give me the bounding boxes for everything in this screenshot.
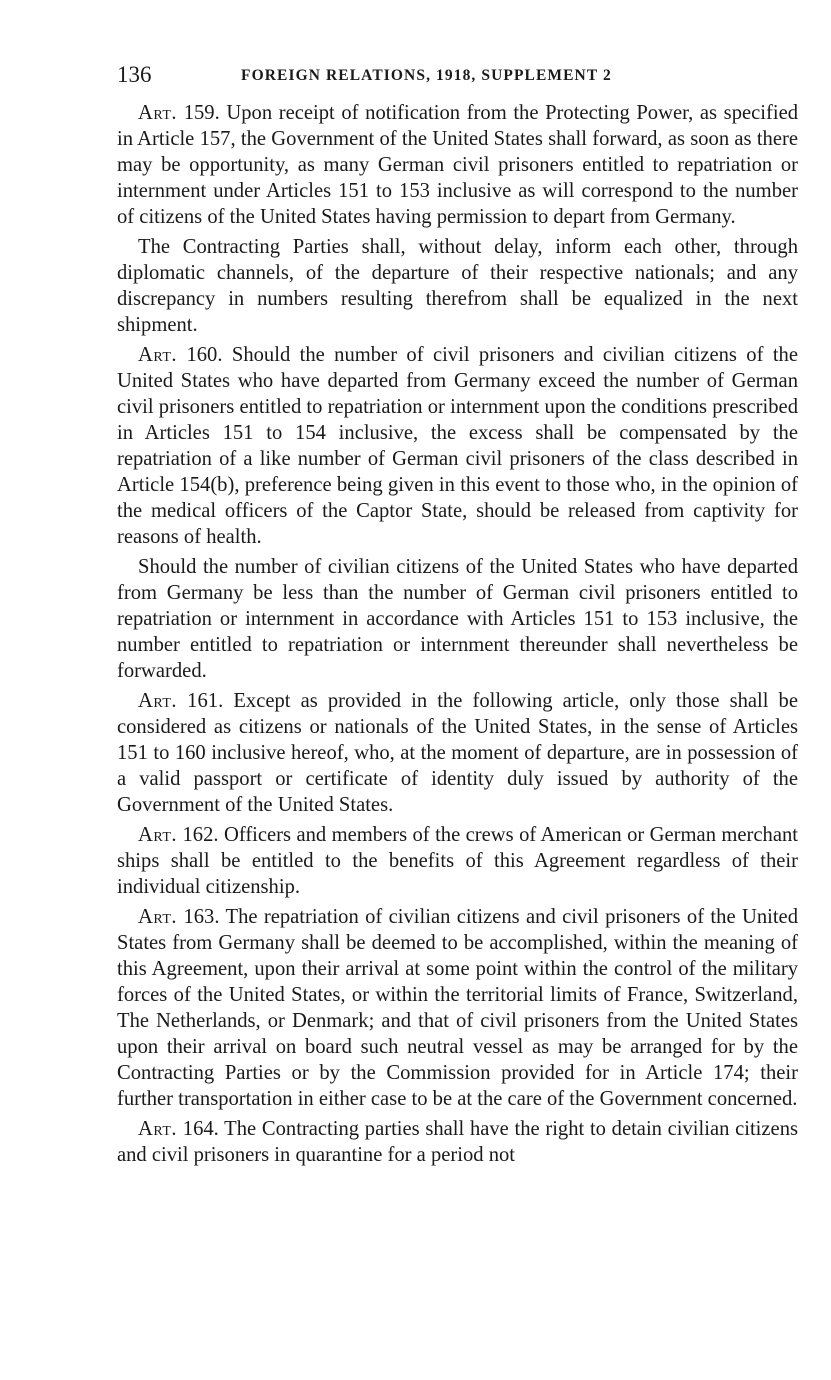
paragraph-text: The Contracting parties shall have the right to detain civilian citizens and civil prisoners in quarantine for a period not [117, 1118, 798, 1166]
article-number: 163. [183, 906, 220, 928]
document-page [117, 60, 798, 1172]
article-number: 159. [183, 102, 220, 124]
article-number: 160. [186, 344, 223, 366]
article-159-paragraph [117, 100, 798, 230]
page-header [117, 60, 798, 100]
article-161-paragraph [117, 688, 798, 818]
page-number: 136 [117, 62, 152, 87]
article-label: Art. [138, 690, 178, 712]
paragraph-text: The Contracting Parties shall, without delay, inform each other, through diplomatic channels, of the departure of their respective nationals; and any discrepancy in numbers resulting therefrom shall be equalized in the next shipment. [117, 236, 798, 336]
article-162-paragraph [117, 822, 798, 900]
paragraph-text: Upon receipt of notification from the Protecting Power, as specified in Article 157, the Government of the United States shall forward, as soon as there may be opportunity, as many German civil prisoners entitled to repatriation or internment under Articles 151 to 153 inclusive as will correspond to the number of citizens of the United States having permission to depart from Germany. [117, 102, 799, 228]
paragraph-text: Officers and members of the crews of American or German merchant ships shall be entitled to the benefits of this Agreement regardless of their individual citizenship. [117, 824, 799, 898]
article-163-paragraph [117, 904, 798, 1112]
paragraph-text: Should the number of civil prisoners and civilian citizens of the United States who have departed from Germany exceed the number of German civil prisoners entitled to repatriation or internment upon the conditions prescribed in Articles 151 to 154 inclusive, the excess shall be compensated by the repatriation of a like number of German civil prisoners of the class described in Article 154(b), preference being given in this event to those who, in the opinion of the medical officers of the Captor State, should be released from captivity for reasons of health. [117, 344, 798, 548]
page-body [117, 100, 798, 1168]
paragraph-text: The repatriation of civilian citizens and civil prisoners of the United States from Germany shall be deemed to be accomplished, within the meaning of this Agreement, upon their arrival at some point within the control of the military forces of the United States, or within the territorial limits of France, Switzerland, The Netherlands, or Denmark; and that of civil prisoners from the United States upon their arrival on board such neutral vessel as may be arranged for by the Contracting Parties or by the Commission provided for in Article 174; their further transportation in either case to be at the care of the Government concerned. [117, 906, 798, 1110]
article-label: Art. [138, 344, 178, 366]
article-160-paragraph [117, 342, 798, 550]
article-label: Art. [138, 102, 178, 124]
article-164-paragraph [117, 1116, 798, 1168]
article-160-continuation-paragraph [117, 554, 798, 684]
paragraph-text: Except as provided in the following article, only those shall be considered as citizens or nationals of the United States, in the sense of Articles 151 to 160 inclusive hereof, who, at the moment of departure, are in possession of a valid passport or certificate of identity duly issued by authority of the Government of the United States. [117, 690, 798, 816]
article-number: 161. [187, 690, 224, 712]
running-head: FOREIGN RELATIONS, 1918, SUPPLEMENT 2 [241, 67, 612, 84]
article-label: Art. [138, 824, 178, 846]
article-label: Art. [138, 906, 178, 928]
article-number: 164. [182, 1118, 219, 1140]
paragraph-text: Should the number of civilian citizens of the United States who have departed from Germany be less than the number of German civil prisoners entitled to repatriation or internment in accordance with Articles 151 to 153 inclusive, the number entitled to repatriation or internment thereunder shall nevertheless be forwarded. [117, 556, 798, 682]
article-159-continuation-paragraph [117, 234, 798, 338]
article-label: Art. [138, 1118, 178, 1140]
article-number: 162. [182, 824, 219, 846]
